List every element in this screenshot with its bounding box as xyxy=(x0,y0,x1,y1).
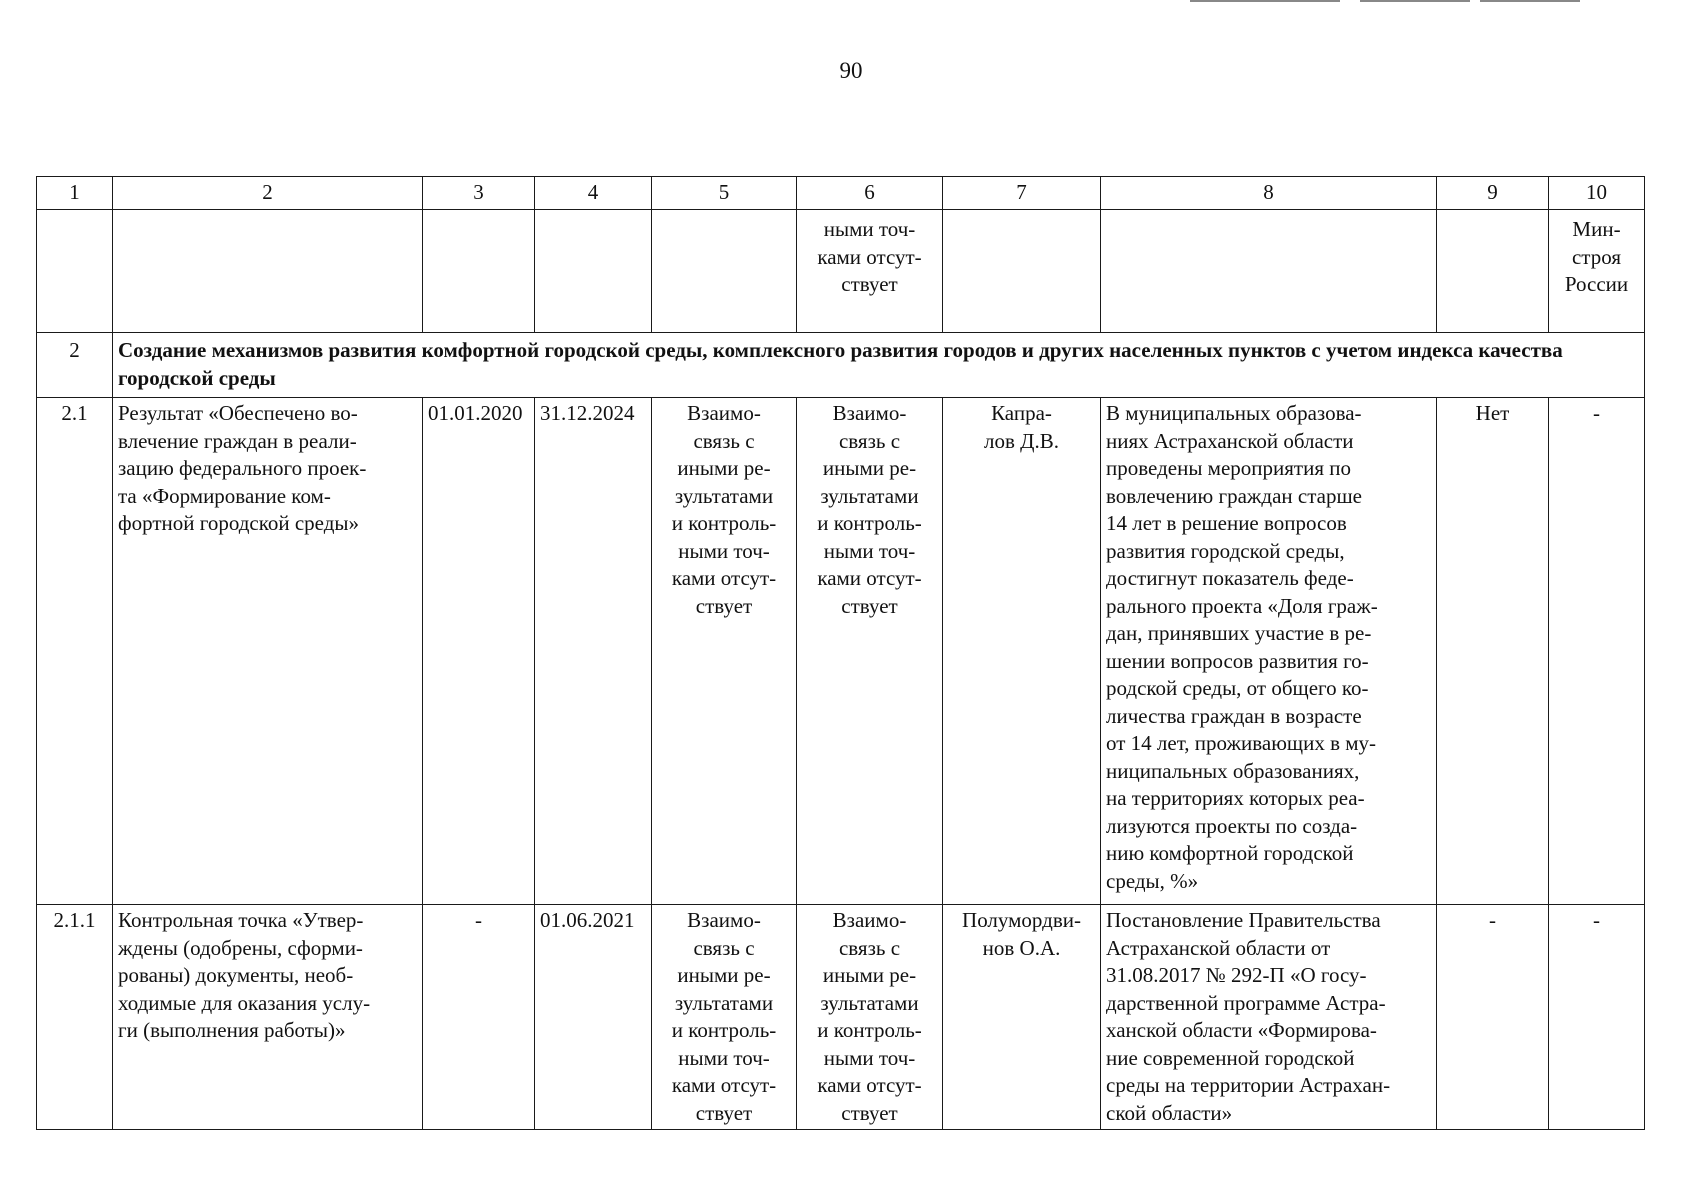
ministry-cell: Мин- строя России xyxy=(1549,210,1645,333)
scan-mark xyxy=(1480,0,1580,2)
col9-value: Нет xyxy=(1437,398,1549,905)
row-number: 2.1 xyxy=(37,398,113,905)
result-description: Постановление Правительства Астраханской области от 31.08.2017 № 292-П «О госу- дарственной программе Астра- ханской области «Формирова- ние современной городской среды на территории Астрахан- ской области» xyxy=(1101,905,1437,1130)
result-description: В муниципальных образова- ниях Астраханской области проведены мероприятия по вовлечению граждан старше 14 лет в решение вопросов развития городской среды, достигнут показатель феде- рального проекта «Доля граж- дан, принявших участие в ре- шении вопросов развития го- родской среды, от общего ко- личества граждан в возрасте от 14 лет, проживающих в му- ниципальных образованиях, на территориях которых реа- лизуются проекты по созда- нию комфортной городской среды, %» xyxy=(1101,398,1437,905)
start-date: 01.01.2020 xyxy=(423,398,535,905)
relation-cell: Взаимо- связь с иными ре- зультатами и контроль- ными точ- ками отсут- ствует xyxy=(797,905,943,1130)
row-name: Контрольная точка «Утвер- ждены (одобрены, сформи- рованы) документы, необ- ходимые для оказания услу- ги (выполнения работы)» xyxy=(113,905,423,1130)
column-number: 5 xyxy=(652,177,797,210)
table-row xyxy=(37,905,1645,1130)
column-number: 1 xyxy=(37,177,113,210)
col10-value: - xyxy=(1549,905,1645,1130)
empty-cell xyxy=(535,210,652,333)
end-date: 01.06.2021 xyxy=(535,905,652,1130)
responsible-person: Капра- лов Д.В. xyxy=(943,398,1101,905)
row-number: 2.1.1 xyxy=(37,905,113,1130)
start-date: - xyxy=(423,905,535,1130)
empty-cell xyxy=(423,210,535,333)
column-number: 2 xyxy=(113,177,423,210)
continuation-row xyxy=(37,210,1645,333)
col10-value: - xyxy=(1549,398,1645,905)
column-number: 8 xyxy=(1101,177,1437,210)
page-number: 90 xyxy=(839,58,863,83)
scan-mark xyxy=(1360,0,1470,2)
section-number: 2 xyxy=(37,333,113,398)
empty-cell xyxy=(113,210,423,333)
empty-cell xyxy=(37,210,113,333)
column-number: 3 xyxy=(423,177,535,210)
relation-cell: ными точ- ками отсут- ствует xyxy=(797,210,943,333)
schedule-table xyxy=(36,176,1645,1130)
relation-cell: Взаимо- связь с иными ре- зультатами и контроль- ными точ- ками отсут- ствует xyxy=(652,905,797,1130)
section-row xyxy=(37,333,1645,398)
scan-mark xyxy=(1190,0,1340,2)
relation-cell: Взаимо- связь с иными ре- зультатами и контроль- ными точ- ками отсут- ствует xyxy=(797,398,943,905)
column-number-row xyxy=(37,177,1645,210)
section-title: Создание механизмов развития комфортной городской среды, комплексного развития городов и других населенных пунктов с учетом индекса качества городской среды xyxy=(113,333,1645,398)
column-number: 6 xyxy=(797,177,943,210)
empty-cell xyxy=(1437,210,1549,333)
column-number: 7 xyxy=(943,177,1101,210)
column-number: 10 xyxy=(1549,177,1645,210)
column-number: 4 xyxy=(535,177,652,210)
end-date: 31.12.2024 xyxy=(535,398,652,905)
empty-cell xyxy=(1101,210,1437,333)
empty-cell xyxy=(652,210,797,333)
col9-value: - xyxy=(1437,905,1549,1130)
responsible-person: Полумордви- нов О.А. xyxy=(943,905,1101,1130)
empty-cell xyxy=(943,210,1101,333)
table-row xyxy=(37,398,1645,905)
relation-cell: Взаимо- связь с иными ре- зультатами и контроль- ными точ- ками отсут- ствует xyxy=(652,398,797,905)
column-number: 9 xyxy=(1437,177,1549,210)
row-name: Результат «Обеспечено во- влечение граждан в реали- зацию федерального проек- та «Формирование ком- фортной городской среды» xyxy=(113,398,423,905)
